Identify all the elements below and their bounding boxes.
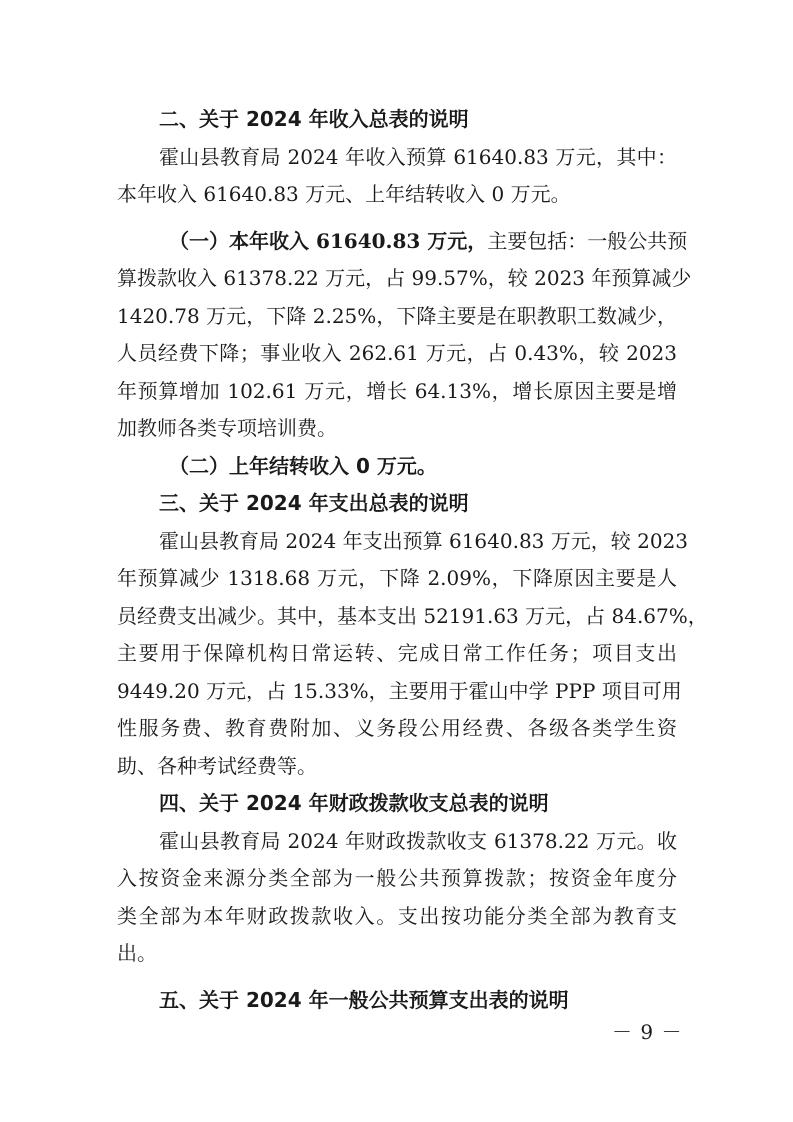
- paragraph-line: 主要用于保障机构日常运转、完成日常工作任务；项目支出: [117, 641, 677, 665]
- paragraph-line: 年预算增加 102.61 万元，增长 64.13%，增长原因主要是增: [117, 378, 677, 403]
- subheading-prior-year-carryover: （二）上年结转收入 0 万元。: [169, 453, 437, 478]
- paragraph-line: 年预算减少 1318.68 万元，下降 2.09%，下降原因主要是人: [117, 566, 677, 590]
- paragraph-line: [117, 223, 688, 261]
- paragraph-line: 性服务费、教育费附加、义务段公用经费、各级各类学生资: [117, 716, 677, 740]
- paragraph-line: 霍山县教育局 2024 年收入预算 61640.83 万元，其中：: [159, 144, 677, 169]
- paragraph-line: 出。: [117, 941, 157, 965]
- paragraph-line: 助、各种考试经费等。: [117, 753, 317, 778]
- paragraph-text: 主要包括：一般公共预: [487, 228, 688, 253]
- paragraph-line: 霍山县教育局 2024 年支出预算 61640.83 万元，较 2023: [159, 528, 689, 553]
- paragraph-line: 算拨款收入 61378.22 万元，占 99.57%，较 2023 年预算减少: [117, 266, 692, 290]
- paragraph-line: 9449.20 万元，占 15.33%，主要用于霍山中学 PPP 项目可用: [117, 678, 682, 703]
- paragraph-line: 1420.78 万元，下降 2.25%，下降主要是在职教职工数减少，: [117, 303, 677, 328]
- page-number: － 9 －: [612, 1020, 683, 1044]
- paragraph-line: 入按资金来源分类全部为一般公共预算拨款；按资金年度分: [117, 866, 677, 890]
- subheading-current-year-income: （一）本年收入 61640.83 万元，: [169, 228, 488, 253]
- paragraph-line: 加教师各类专项培训费。: [117, 416, 337, 440]
- paragraph-line: 人员经费下降；事业收入 262.61 万元，占 0.43%，较 2023: [117, 341, 677, 365]
- paragraph-line: 类全部为本年财政拨款收入。支出按功能分类全部为教育支: [117, 903, 677, 928]
- paragraph-line: 霍山县教育局 2024 年财政拨款收支 61378.22 万元。收: [159, 828, 677, 853]
- paragraph-line: 本年收入 61640.83 万元、上年结转收入 0 万元。: [117, 182, 571, 206]
- section-heading-income-summary: 二、关于 2024 年收入总表的说明: [159, 107, 469, 131]
- section-heading-expenditure-summary: 三、关于 2024 年支出总表的说明: [159, 491, 469, 515]
- page-body: [117, 101, 708, 1019]
- section-heading-fiscal-appropriation: 四、关于 2024 年财政拨款收支总表的说明: [159, 791, 549, 815]
- section-heading-general-budget-expenditure: 五、关于 2024 年一般公共预算支出表的说明: [159, 987, 569, 1012]
- paragraph-line: 员经费支出减少。其中，基本支出 52191.63 万元，占 84.67%，: [117, 603, 708, 628]
